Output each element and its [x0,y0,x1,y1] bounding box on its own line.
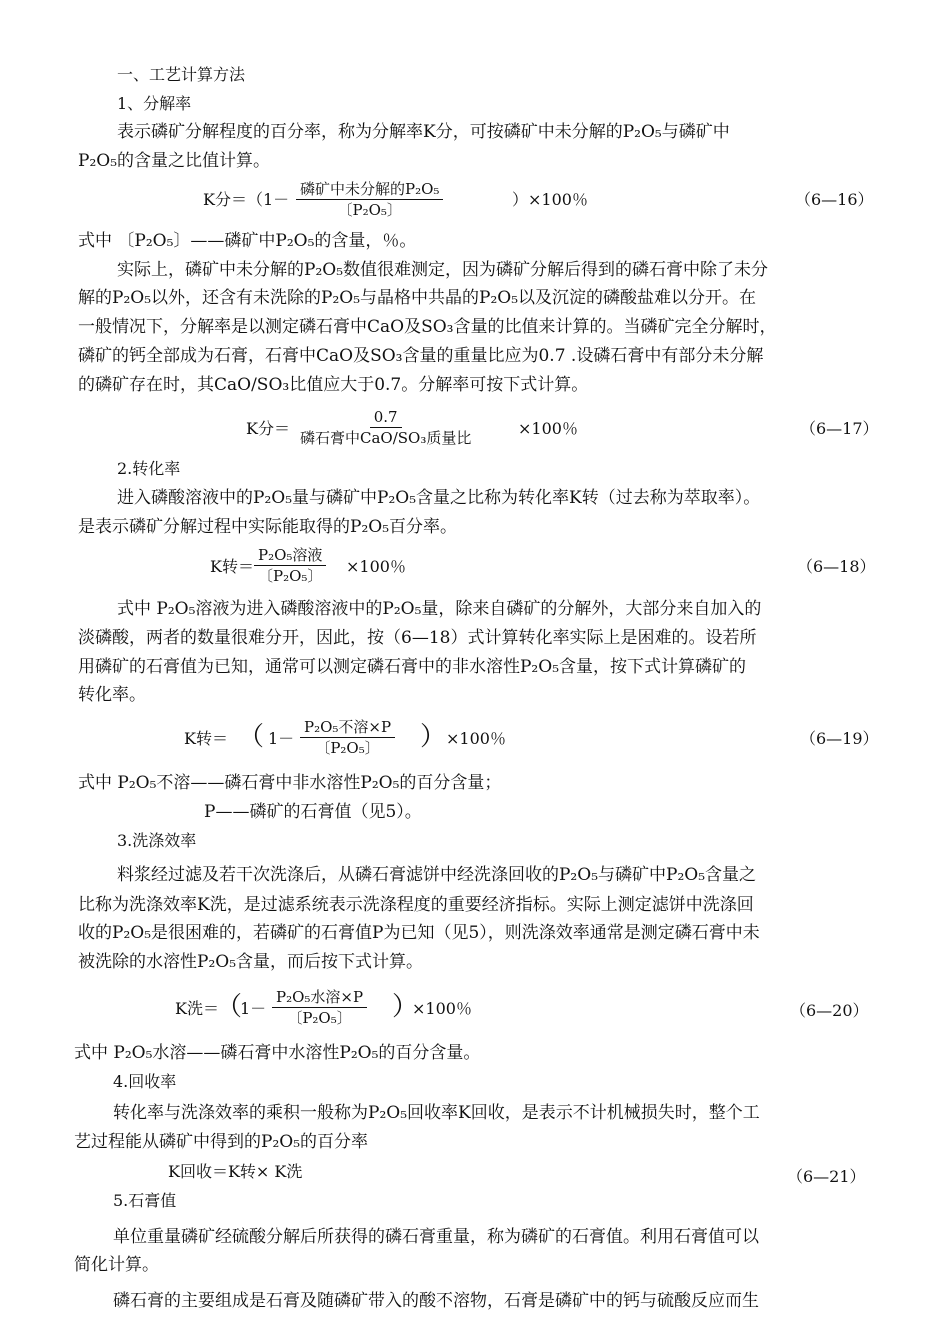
paragraph-line: 磷石膏的主要组成是石膏及随磷矿带入的酸不溶物，石膏是磷矿中的钙与硫酸反应而生 [113,1291,759,1311]
eq17-number: （6—17） [800,419,879,438]
paragraph-line: 单位重量磷矿经硫酸分解后所获得的磷石膏重量，称为磷矿的石膏值。利用石膏值可以 [113,1227,759,1247]
eq16-number: （6—16） [795,190,874,209]
paragraph-line: 用磷矿的石膏值为已知，通常可以测定磷石膏中的非水溶性P₂O₅含量，按下式计算磷矿的 [78,657,747,677]
heading-gypsum-value: 5.石膏值 [113,1191,177,1210]
eq19-close-paren: ） [420,722,447,752]
where-clause: P——磷矿的石膏值（见5）。 [204,802,422,822]
eq20-fraction [272,988,367,1027]
paragraph-line: 淡磷酸，两者的数量很难分开，因此，按（6—18）式计算转化率实际上是困难的。设若所 [78,628,757,648]
paragraph-line: 一般情况下，分解率是以测定磷石膏中CaO及SO₃含量的比值来计算的。当磷矿完全分解时， [78,317,777,337]
heading-washing-efficiency: 3.洗涤效率 [117,831,197,850]
eq18-number: （6—18） [797,557,876,576]
paragraph-line: 简化计算。 [74,1255,159,1275]
where-clause: 式中 P₂O₅水溶——磷石膏中水溶性P₂O₅的百分含量。 [74,1043,481,1063]
paragraph-line: 是表示磷矿分解过程中实际能取得的P₂O₅百分率。 [78,517,458,537]
paragraph-line: 转化率。 [78,685,146,705]
eq20-one-minus: 1－ [240,999,267,1018]
paragraph-line: 比称为洗涤效率K洗，是过滤系统表示洗涤程度的重要经济指标。实际上测定滤饼中洗涤回 [78,895,754,915]
eq19-denominator: 〔P₂O₅〕 [315,739,380,757]
paragraph-line: 磷矿的钙全部成为石膏，石膏中CaO及SO₃含量的重量比应为0.7 .设磷石膏中有部分未分解 [78,346,764,366]
paragraph-line: 进入磷酸溶液中的P₂O₅量与磷矿中P₂O₅含量之比称为转化率K转（过去称为萃取率）。 [117,488,761,508]
paragraph-line: 解的P₂O₅以外，还含有未洗除的P₂O₅与晶格中共晶的P₂O₅以及沉淀的磷酸盐难以分开。在 [78,288,757,308]
eq17-denominator: 磷石膏中CaO/SO₃质量比 [300,429,472,447]
eq20-open-paren: （ [216,992,243,1022]
eq20-number: （6—20） [790,1001,869,1020]
paragraph-line: 被洗除的水溶性P₂O₅含量，而后按下式计算。 [78,952,424,972]
eq18-denominator: 〔P₂O₅〕 [258,567,323,585]
eq19-number: （6—19） [800,729,879,748]
eq19-right: ×100％ [446,729,506,748]
eq19-open-paren: （ [238,722,265,752]
paragraph-line: 转化率与洗涤效率的乘积一般称为P₂O₅回收率K回收，是表示不计机械损失时，整个工 [113,1103,760,1123]
paragraph-line: P₂O₅的含量之比值计算。 [78,151,271,171]
eq18-right: ×100％ [346,557,406,576]
eq19-left: K转＝ [184,729,228,748]
where-clause: 式中 〔P₂O₅〕——磷矿中P₂O₅的含量，％。 [78,231,417,251]
eq19-numerator: P₂O₅不溶×P [300,718,395,738]
paragraph-line: 表示磷矿分解程度的百分率，称为分解率K分，可按磷矿中未分解的P₂O₅与磷矿中 [117,122,730,142]
eq16-fraction [296,180,443,219]
eq18-left: K转＝ [210,557,254,576]
paragraph-line: 实际上，磷矿中未分解的P₂O₅数值很难测定，因为磷矿分解后得到的磷石膏中除了未分 [117,260,769,280]
eq16-right: ）×100％ [512,190,588,209]
eq16-numerator: 磷矿中未分解的P₂O₅ [296,180,443,200]
paragraph-line: 料浆经过滤及若干次洗涤后，从磷石膏滤饼中经洗涤回收的P₂O₅与磷矿中P₂O₅含量之 [117,865,757,885]
paragraph-line: 的磷矿存在时，其CaO/SO₃比值应大于0.7。分解率可按下式计算。 [78,375,589,395]
heading-decomposition-rate: 1、分解率 [117,94,192,113]
eq20-close-paren: ） [392,992,419,1022]
eq16-denominator: 〔P₂O₅〕 [337,201,402,219]
heading-conversion-rate: 2.转化率 [117,459,181,478]
section-title: 一、工艺计算方法 [117,65,246,84]
heading-recovery-rate: 4.回收率 [113,1072,177,1091]
eq18-numerator: P₂O₅溶液 [254,546,326,566]
where-clause: 式中 P₂O₅不溶——磷石膏中非水溶性P₂O₅的百分含量； [78,773,502,793]
paragraph-line: 艺过程能从磷矿中得到的P₂O₅的百分率 [74,1132,369,1152]
eq21-number: （6—21） [787,1167,866,1186]
eq20-right: ×100％ [412,999,472,1018]
eq20-left: K洗＝ [175,999,219,1018]
eq18-fraction [254,546,326,585]
eq17-left: K分＝ [246,419,290,438]
eq16-left: K分＝（1－ [203,190,290,209]
eq20-numerator: P₂O₅水溶×P [272,988,367,1008]
eq21-formula: K回收＝K转× K洗 [168,1162,303,1181]
paragraph-line: 式中 P₂O₅溶液为进入磷酸溶液中的P₂O₅量，除来自磷矿的分解外，大部分来自加入的 [117,599,762,619]
paragraph-line: 收的P₂O₅是很困难的，若磷矿的石膏值P为已知（见5），则洗涤效率通常是测定磷石膏中未 [78,923,760,943]
eq19-one-minus: 1－ [268,729,295,748]
eq19-fraction [300,718,395,757]
eq17-numerator: 0.7 [370,408,402,428]
eq17-right: ×100％ [518,419,578,438]
eq20-denominator: 〔P₂O₅〕 [287,1009,352,1027]
eq17-fraction [296,408,475,447]
